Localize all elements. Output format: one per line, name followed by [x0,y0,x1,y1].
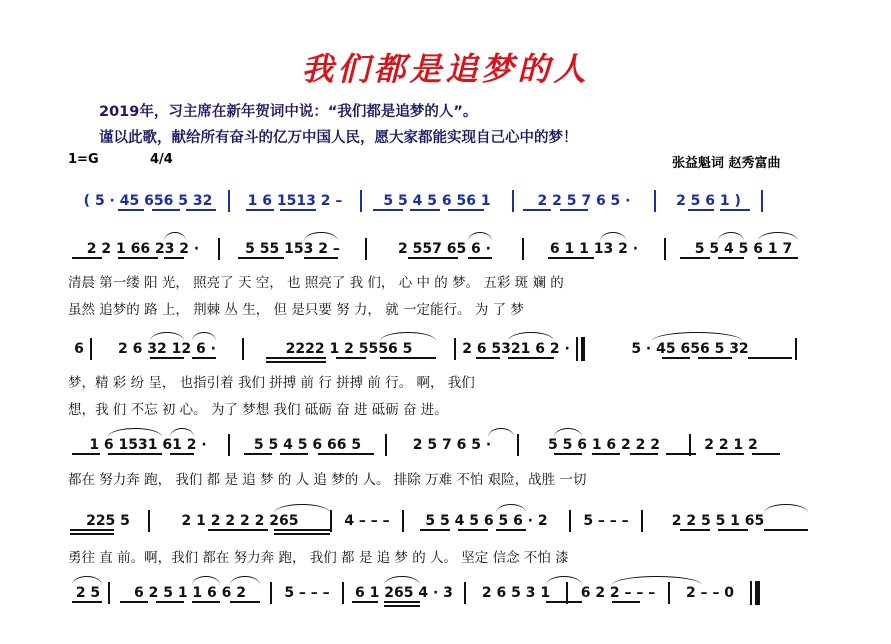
lyrics-verse2-line2: 想，我 们 不忘 初 心。 为了 梦想 我们 砥砺 奋 进 砥砺 奋 进。 [68,402,448,418]
measure: 6 2 5 1 1 6 6 2 [133,585,247,601]
measure: 5 5 4 5 6 56 1 [383,193,491,209]
lyrics-verse1-line2: 梦，精 彩 纷 呈， 也指引着 我们 拼搏 前 行 拼搏 前 行。 啊， 我们 [68,375,475,391]
measure: 2 1 2 2 2 2 265 [181,513,299,529]
lyrics-line4: 勇往 直 前。啊，我们 都在 努力奔 跑， 我们 都 是 追 梦 的 人。 坚定 信念 不怕 漆 [68,550,569,566]
measure: 2 2 5 5 1 65 [671,513,765,529]
score-line-2 [68,336,828,362]
measure: 5 5 4 5 6 5 6 · 2 [425,513,548,529]
measure: 5 – – – [583,513,629,529]
measure: 5 5 6 1 6 2 2 2 [547,437,661,453]
measure: 6 [74,341,84,357]
measure: 4 – – – [344,513,390,529]
measure: ( 5 · 45 656 5 32 [83,193,213,209]
score-line-3 [68,432,828,458]
measure: 2 2 1 2 [704,437,758,453]
measure: 1 6 1513 2 – [247,193,343,209]
intro-line-2: 谨以此歌，献给所有奋斗的亿万中国人民，愿大家都能实现自己心中的梦！ [99,130,578,146]
measure: 6 2 2 – – – [580,585,656,601]
measure: 225 5 [86,513,130,529]
measure: 2 2 5 7 6 5 · [537,193,631,209]
measure: 2 6 5 3 1 [481,585,551,601]
measure: 2 6 5321 6 2 · [462,341,570,357]
measure: 2 5 [75,585,101,601]
key-signature: 1=G [68,152,99,167]
repeat-barline [576,337,585,361]
measure: 2 – – 0 [685,585,735,601]
lyrics-line3: 都在 努力奔 跑， 我们 都 是 追 梦 的 人 追 梦的 人。 排除 万难 不怕 艰险，战胜 一切 [68,472,587,488]
measure: 6 1 265 4 · 3 [355,585,453,601]
song-title: 我们都是追梦的人 [301,50,590,88]
measure: 5 – – – [284,585,330,601]
measure: 2 6 32 12 6 · [118,341,216,357]
lyrics-verse2-line1: 虽然 追梦的 路 上， 荆棘 丛 生， 但 是只要 努 力， 就 一定能行。 为 了 梦 [68,302,524,318]
measure: 5 · 45 656 5 32 [631,341,749,357]
measure: 5 5 4 5 6 1 7 [694,241,793,257]
measure: 2222 1 2 5556 5 [285,341,413,357]
measure: 1 6 1531 61 2 · [89,437,207,453]
time-signature: 4/4 [150,152,173,167]
credits: 张益魁词 赵秀富曲 [672,156,781,171]
measure: 5 55 153 2 – [245,241,340,257]
score-line-5 [68,580,828,606]
lyrics-verse1-line1: 清晨 第一缕 阳 光， 照亮了 天 空， 也 照亮了 我 们， 心 中 的 梦。 五彩 斑 斓 的 [68,275,564,291]
measure: 2 5 7 6 5 · [412,437,492,453]
intro-line-1: 2019年，习主席在新年贺词中说：“我们都是追梦的人”。 [99,104,478,120]
final-barline [750,581,760,605]
score-line-4 [68,508,828,534]
score-line-intro [68,188,828,214]
measure: 6 1 1 13 2 · [549,241,639,257]
score-line-1 [68,236,828,262]
measure: 2 5 6 1 ) [676,193,741,209]
measure: 5 5 4 5 6 66 5 [253,437,362,453]
measure: 2 2 1 66 23 2 · [86,241,200,257]
measure: 2 557 65 6 · [397,241,491,257]
